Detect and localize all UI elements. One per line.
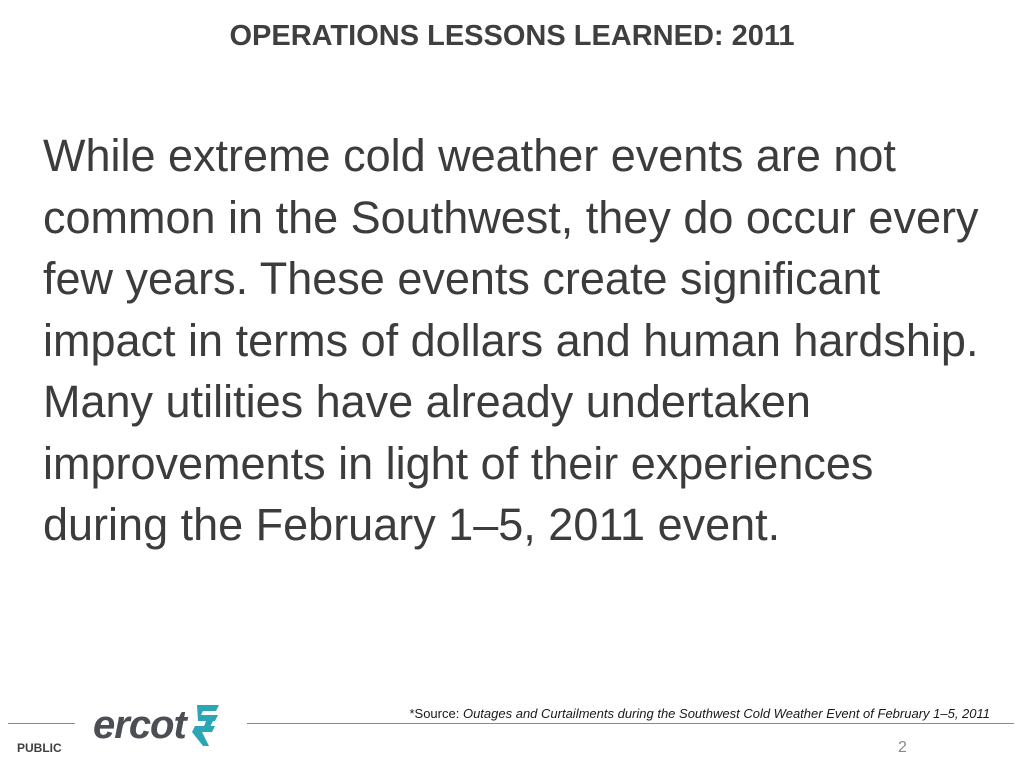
footer-divider-right	[247, 723, 1014, 724]
slide-title: OPERATIONS LESSONS LEARNED: 2011	[229, 20, 795, 52]
logo-wordmark: ercot	[93, 703, 186, 747]
body-paragraph: While extreme cold weather events are not common in the Southwest, they do occur every few years. These events create significant impact in terms of dollars and human hardship. Many utilities have already undertaken improvements in light of their experiences during the February 1–5, 2011 event.	[43, 130, 979, 550]
ercot-logo	[93, 698, 233, 752]
ercot-lightning-mark-icon	[189, 702, 223, 748]
footer-divider-left	[8, 723, 75, 724]
page-number: 2	[898, 739, 907, 756]
classification-label: PUBLIC	[17, 741, 62, 755]
source-title: Outages and Curtailments during the Southwest Cold Weather Event of February 1–5, 2011	[462, 706, 990, 721]
source-citation	[409, 706, 990, 721]
source-prefix: *Source:	[409, 706, 463, 721]
